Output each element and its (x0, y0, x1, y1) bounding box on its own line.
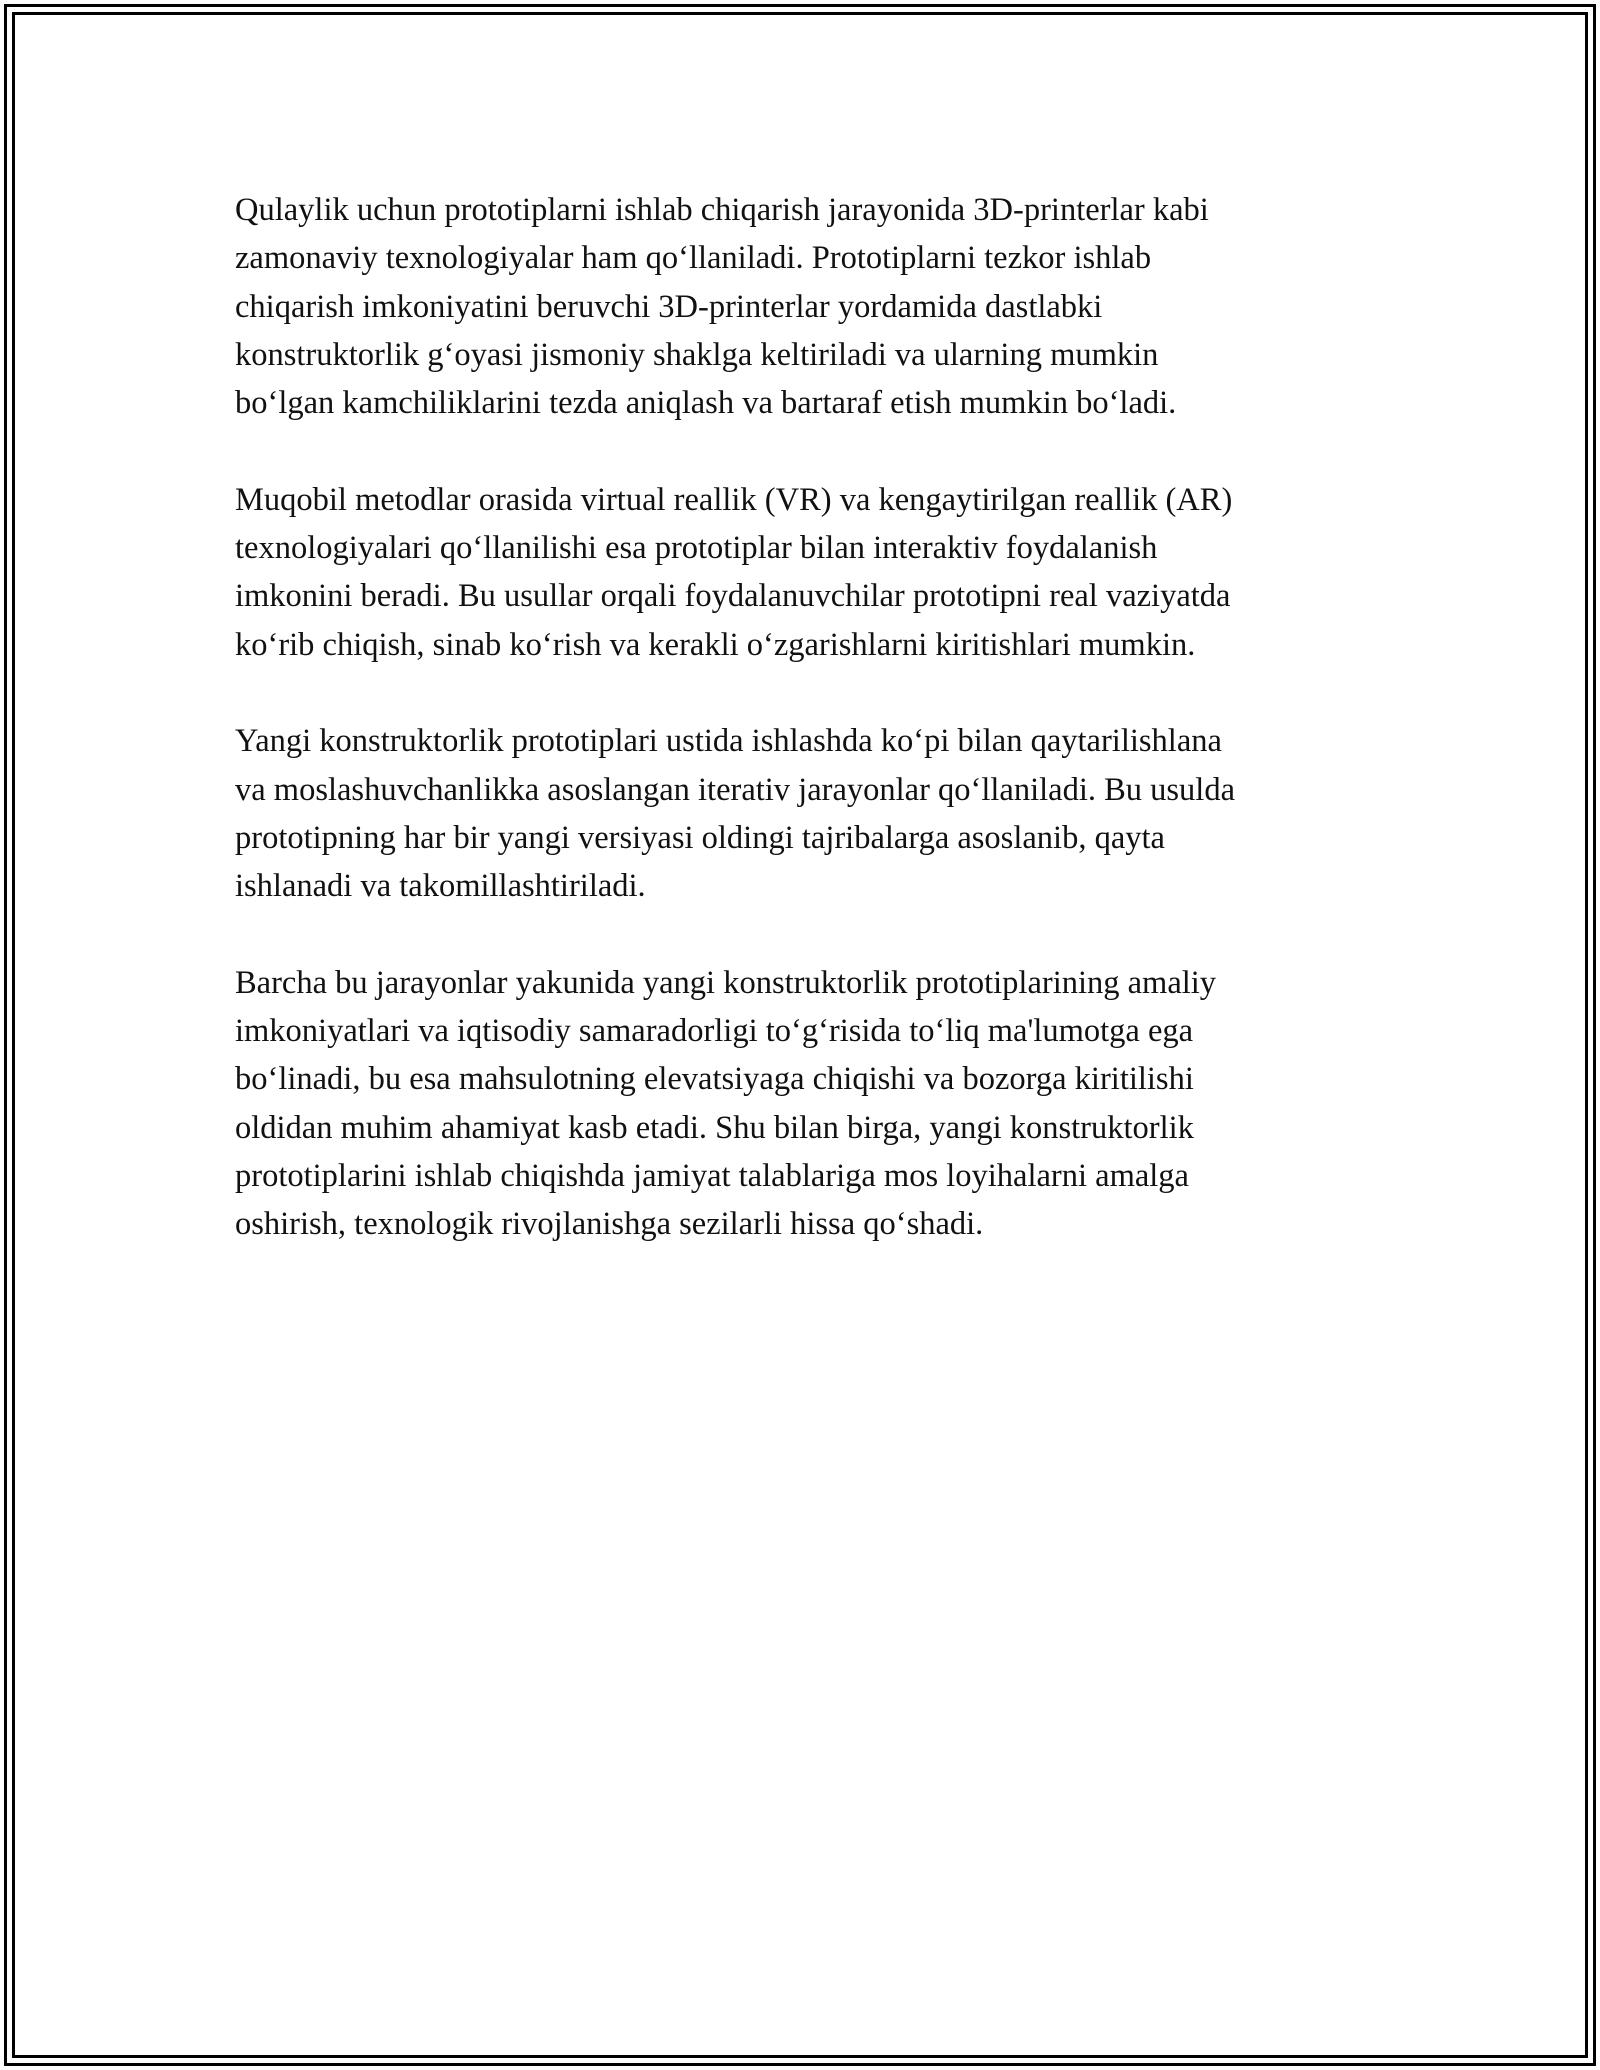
text-line: bo‘lgan kamchiliklarini tezda aniqlash va bartaraf etish mumkin bo‘ladi. (235, 385, 1177, 422)
text-line: oshirish, texnologik rivojlanishga sezilarli hissa qo‘shadi. (235, 1206, 984, 1243)
text-line: va moslashuvchanlikka asoslangan iterativ jarayonlar qo‘llaniladi. Bu usulda (235, 771, 1236, 808)
text-line: oldidan muhim ahamiyat kasb etadi. Shu bilan birga, yangi konstruktorlik (235, 1109, 1194, 1146)
text-line: ishlanadi va takomillashtiriladi. (235, 868, 646, 905)
text-line: prototiplarini ishlab chiqishda jamiyat talablariga mos loyihalarni amalga (235, 1157, 1189, 1194)
text-line: Muqobil metodlar orasida virtual reallik (VR) va kengaytirilgan reallik (AR) (235, 481, 1233, 518)
text-line: chiqarish imkoniyatini beruvchi 3D-printerlar yordamida dastlabki (235, 288, 1103, 325)
paragraph-4 (235, 959, 1385, 1249)
text-line: imkonini beradi. Bu usullar orqali foydalanuvchilar prototipni real vaziyatda (235, 578, 1231, 615)
paragraph-1 (235, 186, 1385, 427)
text-line: Yangi konstruktorlik prototiplari ustida ishlashda ko‘pi bilan qaytarilishlana (235, 723, 1222, 760)
paragraph-2 (235, 476, 1385, 669)
text-line: texnologiyalari qo‘llanilishi esa prototiplar bilan interaktiv foydalanish (235, 530, 1158, 567)
text-line: prototipning har bir yangi versiyasi oldingi tajribalarga asoslanib, qayta (235, 819, 1165, 856)
text-line: bo‘linadi, bu esa mahsulotning elevatsiyaga chiqishi va bozorga kiritilishi (235, 1061, 1194, 1098)
text-line: Qulaylik uchun prototiplarni ishlab chiqarish jarayonida 3D-printerlar kabi (235, 192, 1209, 228)
text-line: ko‘rib chiqish, sinab ko‘rish va kerakli o‘zgarishlarni kiritishlari mumkin. (235, 626, 1196, 663)
paragraph-3 (235, 717, 1385, 910)
text-line: Barcha bu jarayonlar yakunida yangi konstruktorlik prototiplarining amaliy (235, 964, 1217, 1001)
text-line: zamonaviy texnologiyalar ham qo‘llaniladi. Prototiplarni tezkor ishlab (235, 240, 1152, 277)
document-body (235, 186, 1385, 1297)
text-line: imkoniyatlari va iqtisodiy samaradorligi to‘g‘risida to‘liq ma'lumotga ega (235, 1013, 1194, 1050)
text-line: konstruktorlik g‘oyasi jismoniy shaklga keltiriladi va ularning mumkin (235, 336, 1159, 373)
